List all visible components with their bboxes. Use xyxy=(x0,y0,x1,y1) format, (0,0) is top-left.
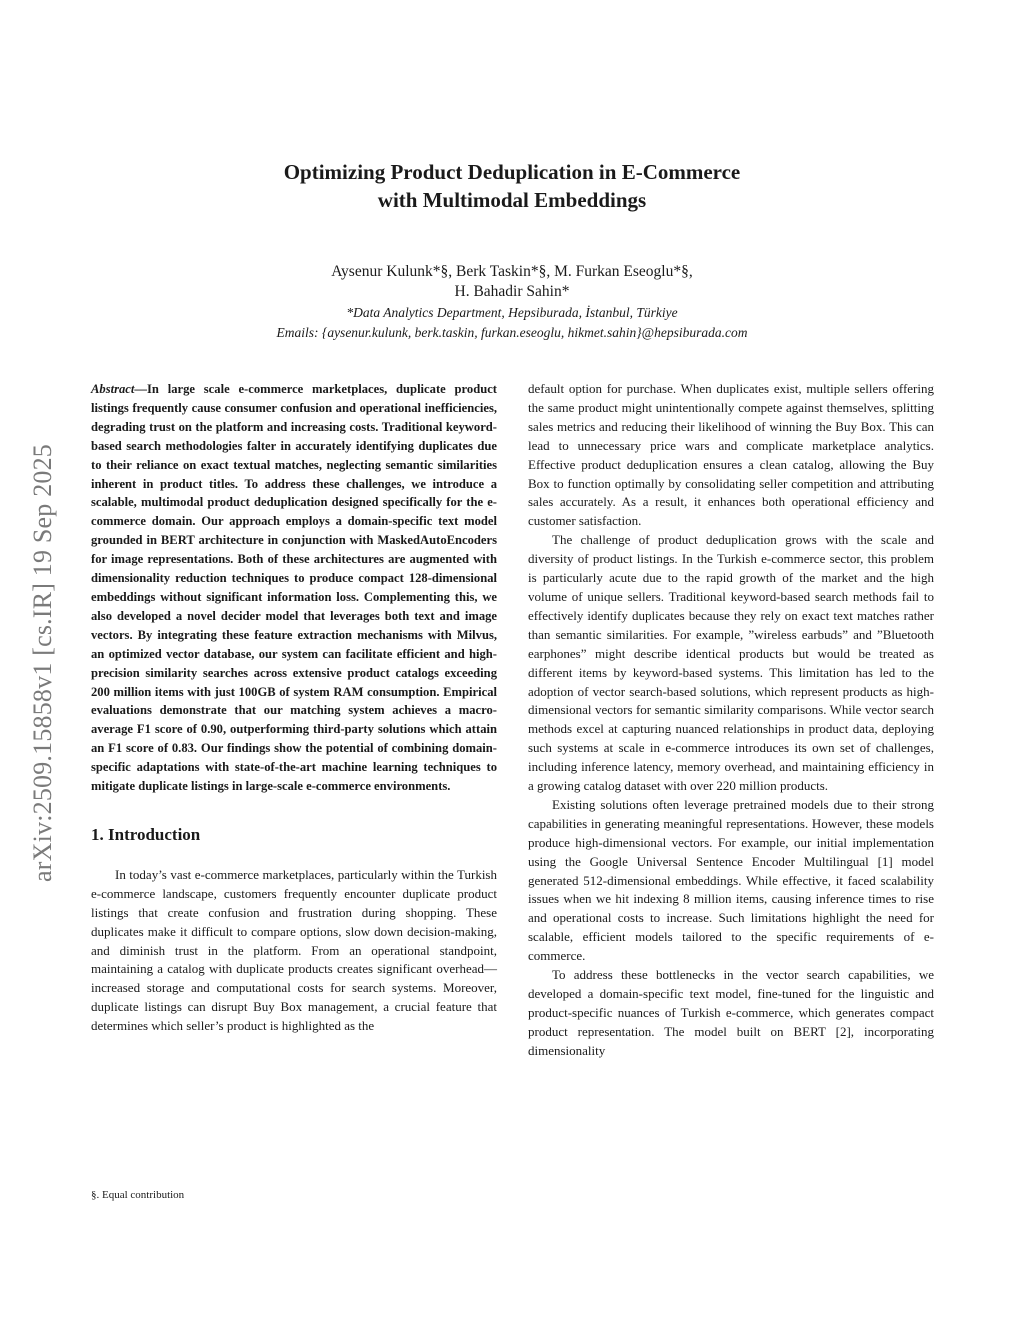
authors-line-2: H. Bahadir Sahin* xyxy=(454,283,570,300)
right-column xyxy=(528,380,934,1061)
intro-paragraph-1-continued: default option for purchase. When duplicates exist, multiple sellers offering the same product might unintentionally compete against themselves, splitting sales metrics and reducing their likelihood of winning the Buy Box. This can lead to unnecessary price wars and complicate marketplace analytics. Effective product deduplication ensures a clean catalog, allowing the Buy Box to function optimally by consolidating seller competition and attributing sales accurately. As a result, it enhances both operational efficiency and customer satisfaction. xyxy=(528,381,934,529)
page-title xyxy=(150,158,874,214)
author-emails: Emails: {aysenur.kulunk, berk.taskin, furkan.eseoglu, hikmet.sahin}@hepsiburada.com xyxy=(276,325,748,340)
arxiv-identifier: arXiv:2509.15858v1 [cs.IR] 19 Sep 2025 xyxy=(28,444,57,882)
authors-line-1: Aysenur Kulunk*§, Berk Taskin*§, M. Furkan Eseoglu*§, xyxy=(331,263,693,280)
abstract-label: Abstract xyxy=(91,382,135,396)
affiliation: *Data Analytics Department, Hepsiburada, İstanbul, Türkiye xyxy=(346,305,678,320)
section-heading-introduction: 1. Introduction xyxy=(91,824,201,844)
intro-paragraph-1: In today’s vast e-commerce marketplaces, particularly within the Turkish e-commerce landscape, customers frequently encounter duplicate product listings that create confusion and frustration during shopping. These duplicates make it difficult to compare options, slow down decision-making, and diminish trust in the platform. From an operational standpoint, maintaining a catalog with duplicate products creates significant overhead—increased storage and computational costs for search systems. Moreover, duplicate listings can disrupt Buy Box management, a crucial feature that determines which seller’s product is highlighted as the xyxy=(91,866,497,1034)
title-line-1: Optimizing Product Deduplication in E-Commerce xyxy=(283,160,741,184)
intro-paragraph-2: The challenge of product deduplication grows with the scale and diversity of product listings. In the Turkish e-commerce sector, this problem is particularly acute due to the rapid growth of the market and the high volume of unique sellers. Traditional keyword-based search methods fail to effectively identify duplicates because they rely on exact text matches rather than semantic similarities. For example, ”wireless earbuds” and ”Bluetooth earphones” might describe identical products but would be treated as different items by keyword-based systems. This limitation has led to the adoption of vector search-based solutions, which represent products as high-dimensional vectors for semantic similarity comparisons. While vector search methods excel at capturing nuanced relationships in product data, deploying such systems at scale in e-commerce introduces its own set of challenges, including inference latency, memory overhead, and maintaining efficiency in a growing catalog dataset with over 220 million products. xyxy=(528,532,934,794)
intro-paragraph-3: Existing solutions often leverage pretrained models due to their strong capabilities in generating meaningful representations. However, these models produce high-dimensional vectors. For example, our initial implementation using the Google Universal Sentence Encoder Multilingual [1] model generated 512-dimensional embeddings. While effective, it faced scalability issues when we hit indexing 8 million items, causing inference times to rise and operational costs to increase. Such limitations highlight the need for scalable, efficient models tailored to the specific requirements of e-commerce. xyxy=(528,796,934,964)
abstract xyxy=(91,380,497,796)
left-column xyxy=(91,380,497,1036)
intro-paragraph-4: To address these bottlenecks in the vector search capabilities, we developed a domain-specific text model, fine-tuned for the linguistic and product-specific nuances of Turkish e-commerce, which generates compact product representation. The model built on BERT [2], incorporating dimensionality xyxy=(528,967,934,1058)
abstract-text: —In large scale e-commerce marketplaces, duplicate product listings frequently cause consumer confusion and operational inefficiencies, degrading trust on the platform and increasing costs. Traditional keyword-based search methodologies falter in accurately identifying duplicates due to their reliance on exact textual matches, neglecting semantic similarities inherent in product titles. To address these challenges, we introduce a scalable, multimodal product deduplication designed specifically for the e-commerce domain. Our approach employs a domain-specific text model grounded in BERT architecture in conjunction with MaskedAutoEncoders for image representations. Both of these architectures are augmented with dimensionality reduction techniques to produce compact 128-dimensional embeddings without significant information loss. Complementing this, we also developed a novel decider model that leverages both text and image vectors. By integrating these feature extraction mechanisms with Milvus, an optimized vector database, our system can facilitate efficient and high-precision similarity searches across extensive product catalogs exceeding 200 million items with just 100GB of system RAM consumption. Empirical evaluations demonstrate that our matching system achieves a macro-average F1 score of 0.90, outperforming third-party solutions which attain an F1 score of 0.83. Our findings show the potential of combining domain-specific adaptations with state-of-the-art machine learning techniques to mitigate duplicate listings in large-scale e-commerce environments. xyxy=(91,382,497,794)
footnote-equal-contribution: §. Equal contribution xyxy=(91,1189,185,1201)
title-line-2: with Multimodal Embeddings xyxy=(377,188,647,212)
author-list xyxy=(150,262,874,302)
